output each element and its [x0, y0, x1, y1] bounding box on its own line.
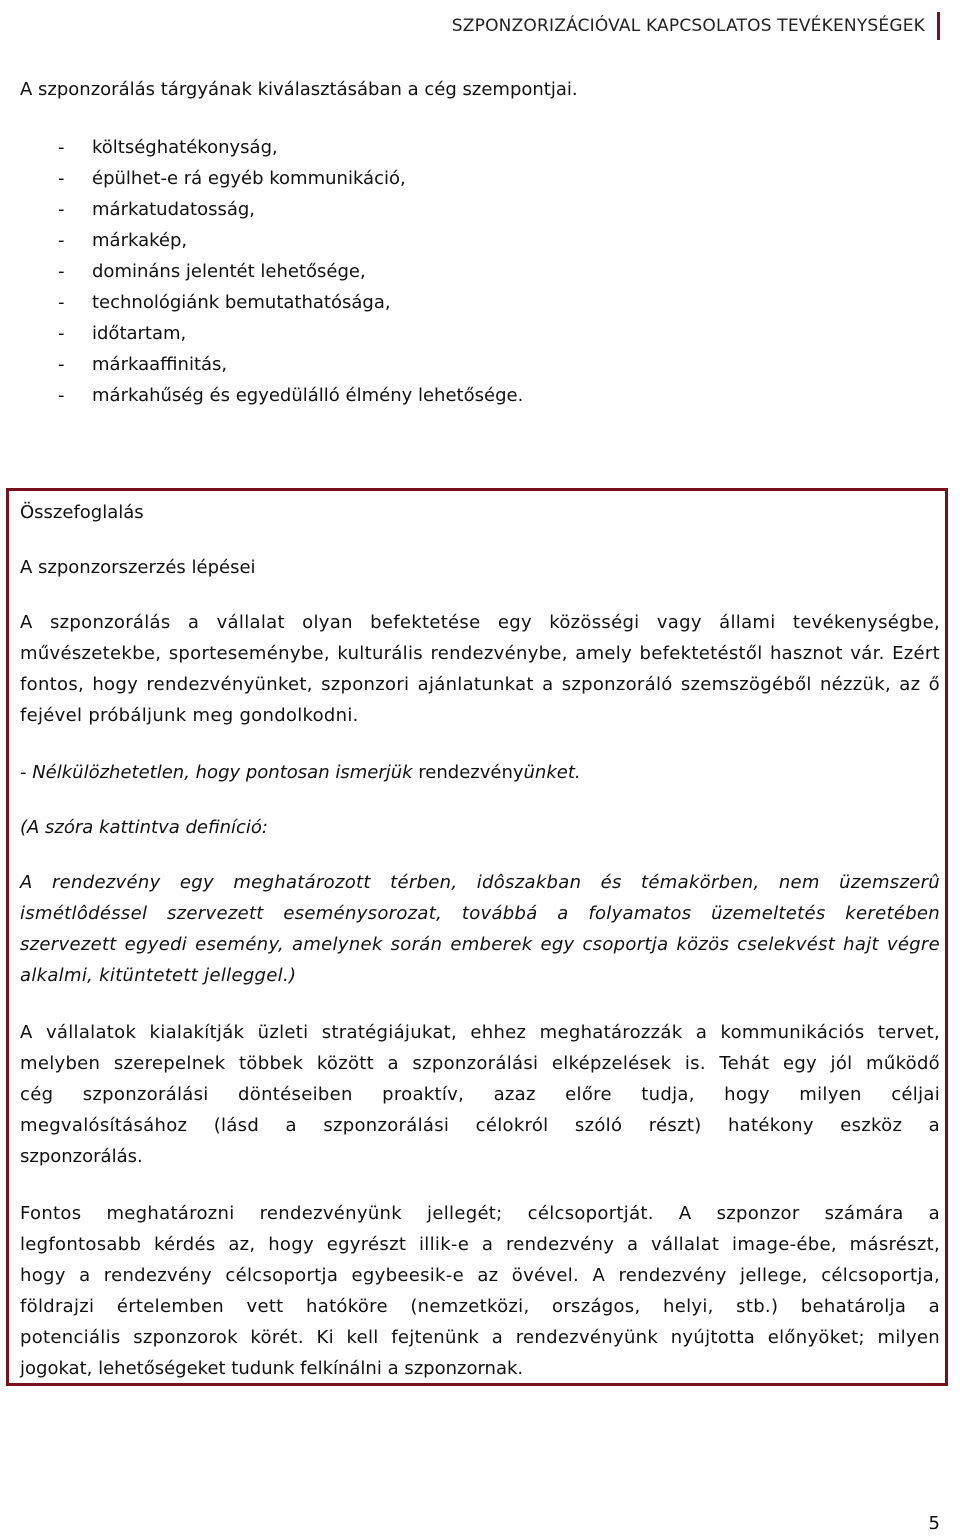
paragraph-line: jogokat, lehetőségeket tudunk felkínálni a szponzornak. [20, 1358, 524, 1379]
list-item [58, 256, 523, 287]
paragraph-line: földrajzi értelemben vett hatóköre (nemzetközi, országos, helyi, stb.) behatárolja a [20, 1296, 940, 1317]
list-item [58, 380, 523, 411]
summary-paragraph-2 [20, 1017, 940, 1172]
summary-subtitle: A szponzorszerzés lépései [20, 557, 256, 578]
summary-paragraph-3 [20, 1198, 940, 1384]
paragraph-line: legfontosabb kérdés az, hogy egyrészt illik-e a rendezvény a vállalat image-ébe, másrészt, [20, 1234, 940, 1255]
list-dash: - [58, 292, 65, 313]
definition-lead: (A szóra kattintva definíció: [20, 817, 269, 838]
list-item-text: márkaaffinitás, [92, 354, 228, 375]
paragraph-line: melyben szerepelnek többek között a szponzorálási elképzelések is. Tehát egy jól működő [20, 1053, 940, 1074]
definition-text: A rendezvény egy meghatározott térben, idôszakban és témakörben, nem üzemszerû ismétlôdéssel szervezett eseménysorozat, továbbá a folyamatos üzemeltetés keretében szervezett egyedi esemény, amelynek során emberek egy csoportja közös cselekvést hajt végre alkalmi, kitüntetett jelleggel.) [20, 872, 940, 986]
list-item-text: technológiánk bemutathatósága, [92, 292, 391, 313]
paragraph-line: cég szponzorálási döntéseiben proaktív, azaz előre tudja, hogy milyen céljai [20, 1084, 940, 1105]
list-item [58, 225, 523, 256]
paragraph-line: hogy a rendezvény célcsoportja egybeesik-e az övével. A rendezvény jellege, célcsoportja, [20, 1265, 940, 1286]
list-dash: - [58, 199, 65, 220]
summary-paragraph-1: A szponzorálás a vállalat olyan befektetése egy közösségi vagy állami tevékenységbe, művészetekbe, sporteseménybe, kulturális rendezvénybe, amely befektetéstől hasznot vár. Ezért fontos, hogy rendezvényünket, szponzori ajánlatunkat a szponzoráló szemszögéből nézzük, az ő fejével próbáljunk meg gondolkodni. [20, 612, 940, 726]
paragraph-line: potenciális szponzorok körét. Ki kell fejtenünk a rendezvényünk nyújtotta előnyöket; milyen [20, 1327, 940, 1348]
paragraph-line: A vállalatok kialakítják üzleti stratégiájukat, ehhez meghatározzák a kommunikációs tervet, [20, 1022, 940, 1043]
list-item-text: márkahűség és egyedülálló élmény lehetősége. [92, 385, 524, 406]
page-number: 5 [928, 1513, 940, 1534]
list-item-text: márkakép, [92, 230, 188, 251]
list-item [58, 287, 523, 318]
list-item [58, 163, 523, 194]
note-keyword-link[interactable]: rendezvény [418, 762, 524, 783]
list-dash: - [58, 323, 65, 344]
paragraph-line: szponzorálás. [20, 1146, 143, 1167]
summary-box [6, 488, 948, 1386]
list-dash: - [58, 385, 65, 406]
list-dash: - [58, 168, 65, 189]
list-item-text: domináns jelentét lehetősége, [92, 261, 366, 282]
list-item-text: épülhet-e rá egyéb kommunikáció, [92, 168, 406, 189]
summary-note [20, 757, 940, 788]
criteria-list [58, 132, 523, 411]
list-dash: - [58, 261, 65, 282]
running-header: SZPONZORIZÁCIÓVAL KAPCSOLATOS TEVÉKENYSÉGEK [452, 12, 940, 40]
list-dash: - [58, 354, 65, 375]
list-item-text: költséghatékonyság, [92, 137, 278, 158]
note-text-after: ünket. [523, 762, 581, 783]
list-dash: - [58, 230, 65, 251]
list-item-text: időtartam, [92, 323, 187, 344]
intro-sentence: A szponzorálás tárgyának kiválasztásában a cég szempontjai. [20, 79, 578, 100]
list-dash: - [58, 137, 65, 158]
list-item [58, 194, 523, 225]
summary-title: Összefoglalás [20, 502, 144, 523]
list-item [58, 349, 523, 380]
list-item [58, 318, 523, 349]
paragraph-line: megvalósításához (lásd a szponzorálási célokról szóló részt) hatékony eszköz a [20, 1115, 940, 1136]
list-item-text: márkatudatosság, [92, 199, 256, 220]
note-text-before: - Nélkülözhetetlen, hogy pontosan ismerjük [20, 762, 419, 783]
list-item [58, 132, 523, 163]
paragraph-line: Fontos meghatározni rendezvényünk jellegét; célcsoportját. A szponzor számára a [20, 1203, 940, 1224]
